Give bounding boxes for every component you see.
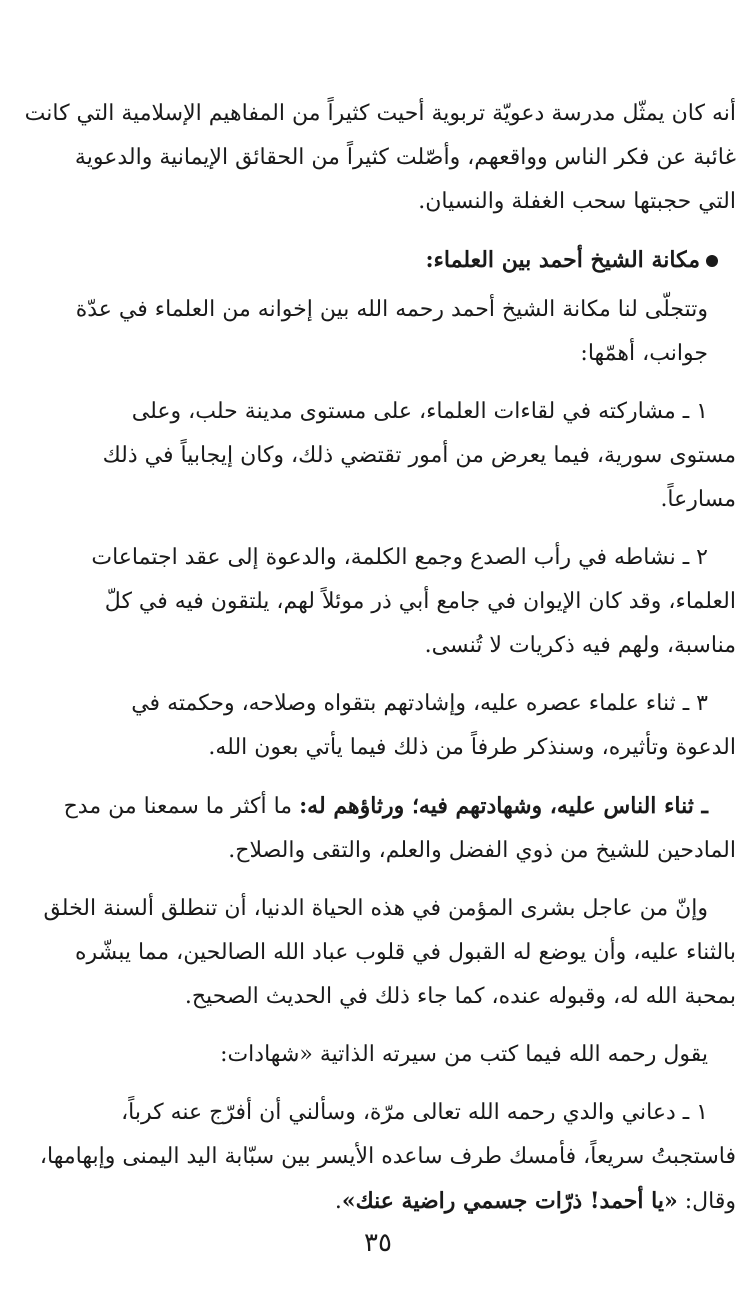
text-line: المادحين للشيخ من ذوي الفضل والعلم، والتقى والصلاح.	[228, 838, 736, 863]
text-line: جوانب، أهمّها:	[580, 341, 708, 366]
quote-end: .	[334, 1189, 342, 1214]
paragraph-intro	[24, 92, 736, 224]
text-line: العلماء، وقد كان الإيوان في جامع أبي ذر موئلاً لهم، يلتقون فيه في كلّ	[104, 589, 736, 614]
text-line: ١ ـ مشاركته في لقاءات العلماء، على مستوى مدينة حلب، وعلى	[131, 399, 708, 424]
praise-rest: ما أكثر ما سمعنا من مدح	[63, 794, 300, 819]
bullet-icon	[706, 255, 718, 267]
text-line: أنه كان يمثّل مدرسة دعويّة تربوية أحيت كثيراً من المفاهيم الإسلامية التي كانت	[24, 101, 736, 126]
paragraph-testimonies-intro	[48, 1033, 736, 1077]
text-line: ٣ ـ ثناء علماء عصره عليه، وإشادتهم بتقواه وصلاحه، وحكمته في	[131, 691, 708, 716]
text-line: ١ ـ دعاني والدي رحمه الله تعالى مرّة، وسألني أن أفرّج عنه كرباً،	[121, 1100, 708, 1125]
text-line: ٢ ـ نشاطه في رأب الصدع وجمع الكلمة، والدعوة إلى عقد اجتماعات	[91, 545, 708, 570]
father-quote: «يا أحمد! ذرّات جسمي راضية عنك»	[341, 1188, 678, 1214]
paragraph-point-1	[48, 390, 736, 522]
text-line: التي حجبتها سحب الغفلة والنسيان.	[418, 189, 736, 214]
text-line: يقول رحمه الله فيما كتب من سيرته الذاتية «شهادات:	[220, 1042, 708, 1067]
text-line: مسارعاً.	[660, 487, 736, 512]
praise-lead: ـ ثناء الناس عليه، وشهادتهم فيه؛ ورثاؤهم له:	[299, 793, 708, 819]
paragraph-point-2	[48, 536, 736, 668]
text-line: مستوى سورية، فيما يعرض من أمور تقتضي ذلك، وكان إيجابياً في ذلك	[102, 443, 736, 468]
text-line: فاستجبتُ سريعاً، فأمسك طرف ساعده الأيسر بين سبّابة اليد اليمنى وإبهامها،	[39, 1144, 736, 1169]
text-line	[48, 1179, 736, 1224]
text-line: الدعوة وتأثيره، وسنذكر طرفاً من ذلك فيما يأتي بعون الله.	[208, 735, 736, 760]
section-heading	[48, 238, 736, 282]
text-line: وتتجلّى لنا مكانة الشيخ أحمد رحمه الله بين إخوانه من العلماء في عدّة	[75, 297, 708, 322]
paragraph-point-3	[48, 682, 736, 770]
text-line: بمحبة الله له، وقبوله عنده، كما جاء ذلك في الحديث الصحيح.	[184, 984, 736, 1009]
paragraph-status	[48, 288, 736, 376]
text-line: وإنّ من عاجل بشرى المؤمن في هذه الحياة الدنيا، أن تنطلق ألسنة الخلق	[43, 896, 708, 921]
paragraph-praise	[48, 784, 736, 873]
text-line	[48, 784, 736, 829]
paragraph-testimony-1	[39, 1091, 736, 1224]
text-line: مناسبة، ولهم فيه ذكريات لا تُنسى.	[424, 633, 736, 658]
paragraph-glad-tidings	[43, 887, 736, 1019]
quote-lead: وقال:	[677, 1189, 736, 1214]
text-line: غائبة عن فكر الناس وواقعهم، وأصّلت كثيراً من الحقائق الإيمانية والدعوية	[74, 145, 736, 170]
page-body	[24, 92, 736, 1238]
section-heading-text: مكانة الشيخ أحمد بين العلماء:	[425, 247, 700, 273]
text-line: بالثناء عليه، وأن يوضع له القبول في قلوب عباد الله الصالحين، مما يبشّره	[74, 940, 736, 965]
page-number: ٣٥	[364, 1228, 392, 1258]
